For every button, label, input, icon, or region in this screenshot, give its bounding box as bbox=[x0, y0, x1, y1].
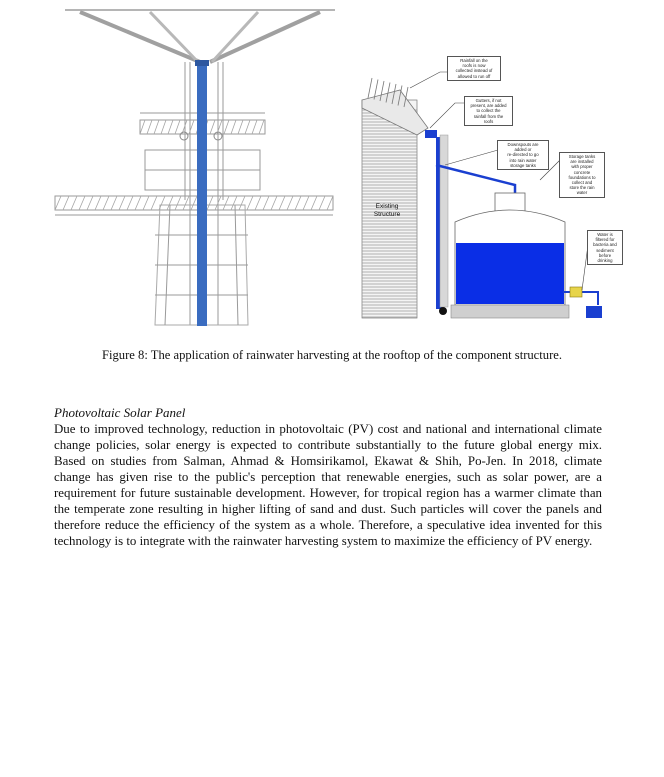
existing-structure-label: Existing Structure bbox=[373, 203, 401, 218]
callout-gutters: Gutters, if not present, are added to collect the rainfall from the roofs bbox=[464, 96, 513, 126]
figure-caption: Figure 8: The application of rainwater harvesting at the rooftop of the component structure. bbox=[102, 348, 562, 362]
section-body: Due to improved technology, reduction in photovoltaic (PV) cost and national and international climate change policies, solar energy is expected to contribute substantially to the future global energy mix. Based on studies from Salman, Ahmad & Homsirikamol, Ekawat & Shih, Po-Jen. In 2018, climate change has given rise to the public's perception that renewable energies, such as solar power, are a requirement for future sustainable development. However, for tropical region has a warmer climate than the temperate zone resulting in higher lifting of sand and dust. Such particles will cover the panels and therefore reduce the efficiency of the system as a whole. Therefore, a speculative idea invented for this technology is to integrate with the rainwater harvesting system to maximize the efficiency of PV energy. bbox=[54, 422, 602, 548]
callout-filter: Water is filtered for bacteria and sediment before drinking bbox=[587, 230, 623, 265]
central-pipe bbox=[197, 60, 207, 326]
tank-water bbox=[456, 243, 564, 304]
callout-downspouts: Downspouts are added or re-directed to go into rain water storage tanks bbox=[497, 140, 549, 170]
section-title: Photovoltaic Solar Panel bbox=[54, 405, 186, 420]
callout-rainfall: Rainfall on the roofs is now collected instead of allowed to run off bbox=[447, 56, 501, 81]
callout-storage: Storage tanks are installed with proper concrete foundations to collect and store the rain water bbox=[559, 152, 605, 198]
figure-8 bbox=[0, 0, 664, 330]
